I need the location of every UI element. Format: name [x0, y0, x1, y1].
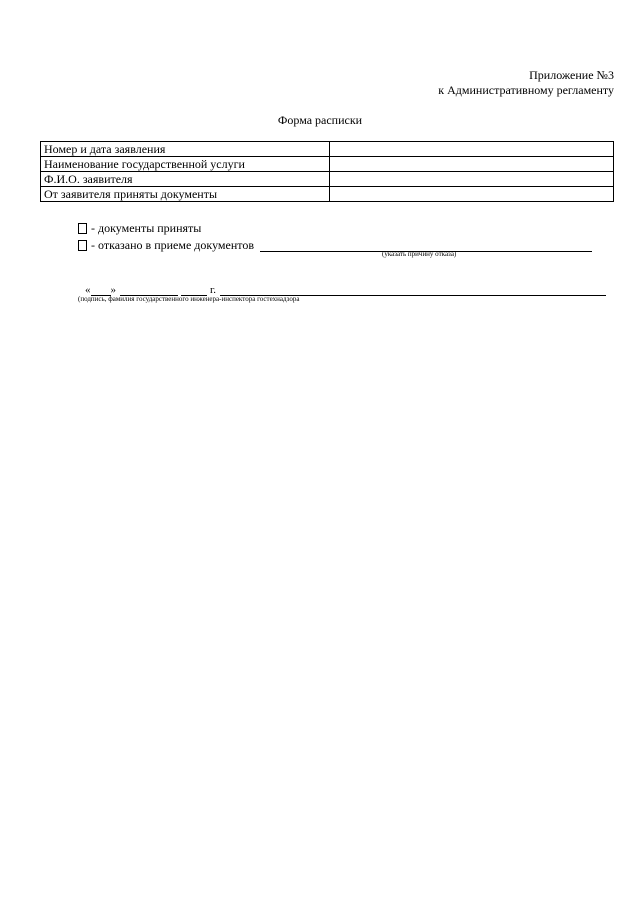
row-label: Ф.И.О. заявителя	[41, 172, 330, 187]
table-row	[41, 187, 614, 202]
appendix-header	[438, 68, 614, 98]
row-value	[330, 157, 614, 172]
refused-label: - отказано в приеме документов	[91, 238, 255, 252]
row-label: Наименование государственной услуги	[41, 157, 330, 172]
row-label: От заявителя приняты документы	[41, 187, 330, 202]
appendix-line-2: к Административному регламенту	[438, 83, 614, 97]
table-row	[41, 172, 614, 187]
checkbox-group	[78, 220, 592, 254]
signature-hint: (подпись, фамилия государственного инженера-инспектора гостехнадзора	[78, 295, 300, 303]
refused-checkbox[interactable]	[78, 240, 87, 251]
refused-option	[78, 237, 592, 254]
accepted-label: - документы приняты	[91, 221, 202, 235]
close-quote: »	[110, 284, 116, 296]
refusal-reason-hint: (указать причину отказа)	[382, 250, 457, 258]
table-row	[41, 157, 614, 172]
appendix-line-1: Приложение №3	[529, 68, 614, 82]
accepted-checkbox[interactable]	[78, 223, 87, 234]
row-label: Номер и дата заявления	[41, 142, 330, 157]
open-quote: «	[85, 284, 91, 296]
year-suffix: г.	[210, 284, 217, 296]
accepted-option	[78, 220, 592, 237]
row-value	[330, 187, 614, 202]
receipt-table	[40, 141, 614, 202]
row-value	[330, 172, 614, 187]
table-row	[41, 142, 614, 157]
row-value	[330, 142, 614, 157]
form-title: Форма расписки	[277, 113, 363, 127]
